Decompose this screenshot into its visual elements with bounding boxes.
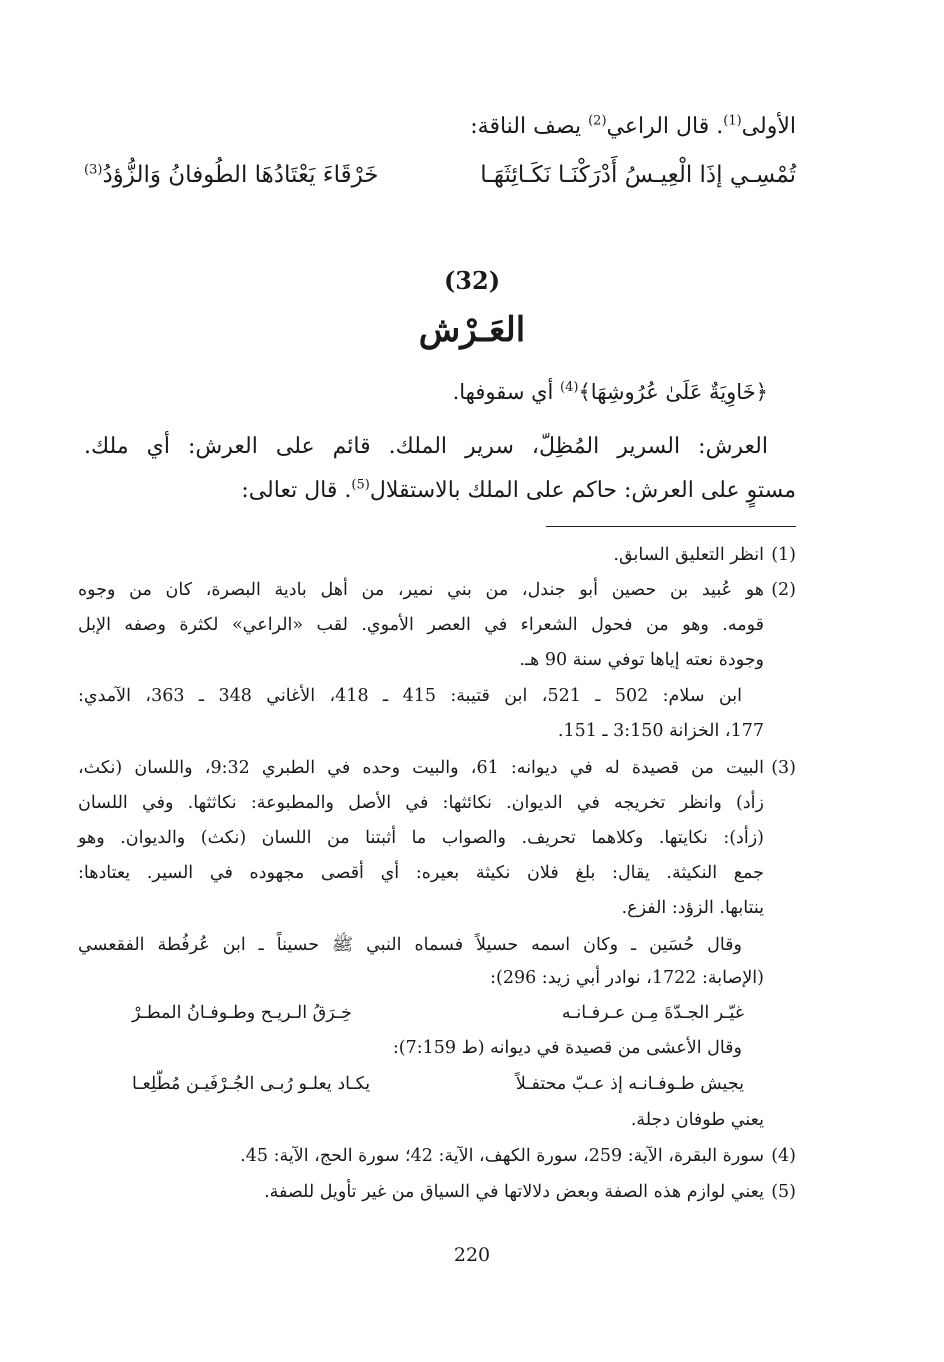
- definition-text-b: . قال تعالى:: [241, 478, 352, 503]
- footnote-ref-2: (2): [588, 113, 607, 129]
- footnote-4: سورة البقرة، الآية: 259، سورة الكهف، الآية: 42؛ سورة الحج، الآية: 45.: [240, 1146, 764, 1166]
- footnote-2-line-4: ابن سلام: 502 ـ 521، ابن قتيبة: 415 ـ 418، الأغاني 348 ـ 363، الآمدي:: [78, 686, 742, 706]
- footnote-3-line-9: يعني طوفان دجلة.: [630, 1110, 764, 1130]
- footnote-3-verse-2-first: يجيش طـوفـانـه إذ عـبّ محتفـلاً: [515, 1074, 744, 1094]
- footnote-5: يعني لوازم هذه الصفة وبعض دلالاتها في السياق من غير تأويل للصفة.: [264, 1182, 764, 1202]
- footnote-ref-4: (4): [560, 380, 579, 395]
- footnote-ref-1: (1): [723, 113, 742, 129]
- intro-text-c: يصف الناقة:: [470, 114, 589, 139]
- footnote-number-3: (3): [771, 758, 796, 778]
- section-number: (32): [443, 266, 501, 295]
- footnote-3-verse-2: [132, 1074, 744, 1094]
- footnote-2-line-5: 177، الخزانة 3:150 ـ 151.: [557, 721, 764, 741]
- footnote-3-verse-1-first: غيّـر الجـدّةَ مِـن عـرفـانـه: [561, 1003, 744, 1023]
- footnote-number-1: (1): [771, 545, 796, 565]
- poem-verse: [84, 162, 796, 188]
- footnote-number-4: (4): [771, 1146, 796, 1166]
- verse-second-hemistich-wrap: [84, 162, 379, 188]
- intro-text-a: الأولى: [741, 114, 796, 139]
- footnote-3-line-8: وقال الأعشى من قصيدة في ديوانه (ط 7:159):: [392, 1038, 742, 1058]
- footnote-ref-3: (3): [84, 162, 103, 178]
- footnote-3-line-2: زأد) وانظر تخريجه في الديوان. نكائثها: في الأصل والمطبوعة: نكاثثها. وفي اللسان: [78, 793, 764, 813]
- section-title: العَـرْش: [418, 310, 526, 350]
- quran-verse: ﴿خَاوِيَةٌ عَلَىٰ عُرُوشِهَا﴾: [578, 380, 768, 404]
- footnote-3-line-6: وقال حُسَين ـ وكان اسمه حسيلاً فسماه النبي ﷺ حسيناً ـ ابن عُرفُطة الفقعسي: [78, 935, 742, 955]
- footnote-3-verse-2-second: يكـاد يعلـو رُبـى الجُـرْفَيـن مُطّلِعـا: [132, 1074, 371, 1094]
- page-number: 220: [453, 1244, 491, 1266]
- definition-text-a: مستوٍ على العرش: حاكم على الملك بالاستقلال: [369, 478, 796, 503]
- footnote-number-2: (2): [771, 580, 796, 600]
- footnote-3-verse-1-second: خِـرَقُ الـريـح وطـوفـانُ المطـرْ: [132, 1003, 352, 1023]
- footnote-3-line-3: (زأد): نكايتها. وكلاهما تحريف. والصواب ما أثبتنا من اللسان (نكث) والديوان. وهو: [78, 828, 764, 848]
- footnote-3-line-1: البيت من قصيدة له في ديوانه: 61، والبيت وحده في الطبري 9:32، واللسان (نكث،: [78, 758, 764, 778]
- verse-first-hemistich: تُمْسِـي إذَا الْعِيـسُ أَدْرَكْنَـا نَكَـائِثَهَـا: [480, 162, 796, 188]
- footnote-separator: [546, 526, 796, 527]
- quote-explanation: أي سقوفها.: [452, 380, 561, 404]
- intro-line: [470, 114, 796, 139]
- footnote-2-line-3: وجودة نعته إياها توفي سنة 90 هـ.: [519, 650, 764, 670]
- verse-second-hemistich: خَرْقَاءَ يَعْتَادُهَا الطُوفانُ وَالزُّؤدُ: [102, 162, 379, 188]
- footnote-2-line-1: هو عُبيد بن حصين أبو جندل، من بني نمير، من أهل بادية البصرة، كان من وجوه: [78, 580, 764, 600]
- definition-line-1: العرش: السرير المُظِلّ، سرير الملك. قائم على العرش: أي ملك.: [84, 434, 768, 459]
- footnote-3-line-7: (الإصابة: 1722، نوادر أبي زيد: 296):: [490, 968, 764, 988]
- footnote-number-5: (5): [771, 1182, 796, 1202]
- definition-line-2: [241, 478, 796, 503]
- footnote-3-line-5: ينتابها. الزؤد: الفزع.: [621, 898, 764, 918]
- footnote-3-verse-1: [132, 1003, 744, 1023]
- quran-quote-line: [453, 380, 768, 404]
- footnote-ref-5: (5): [351, 477, 370, 493]
- footnote-3-line-4: جمع النكيثة. يقال: بلغ فلان نكيثة بعيره: أي أقصى مجهوده في السير. يعتادها:: [78, 863, 764, 883]
- intro-text-b: . قال الراعي: [606, 114, 724, 139]
- footnote-2-line-2: قومه. وهو من فحول الشعراء في العصر الأموي. لقب «الراعي» لكثرة وصفه الإبل: [78, 615, 764, 635]
- footnote-1: انظر التعليق السابق.: [613, 545, 764, 565]
